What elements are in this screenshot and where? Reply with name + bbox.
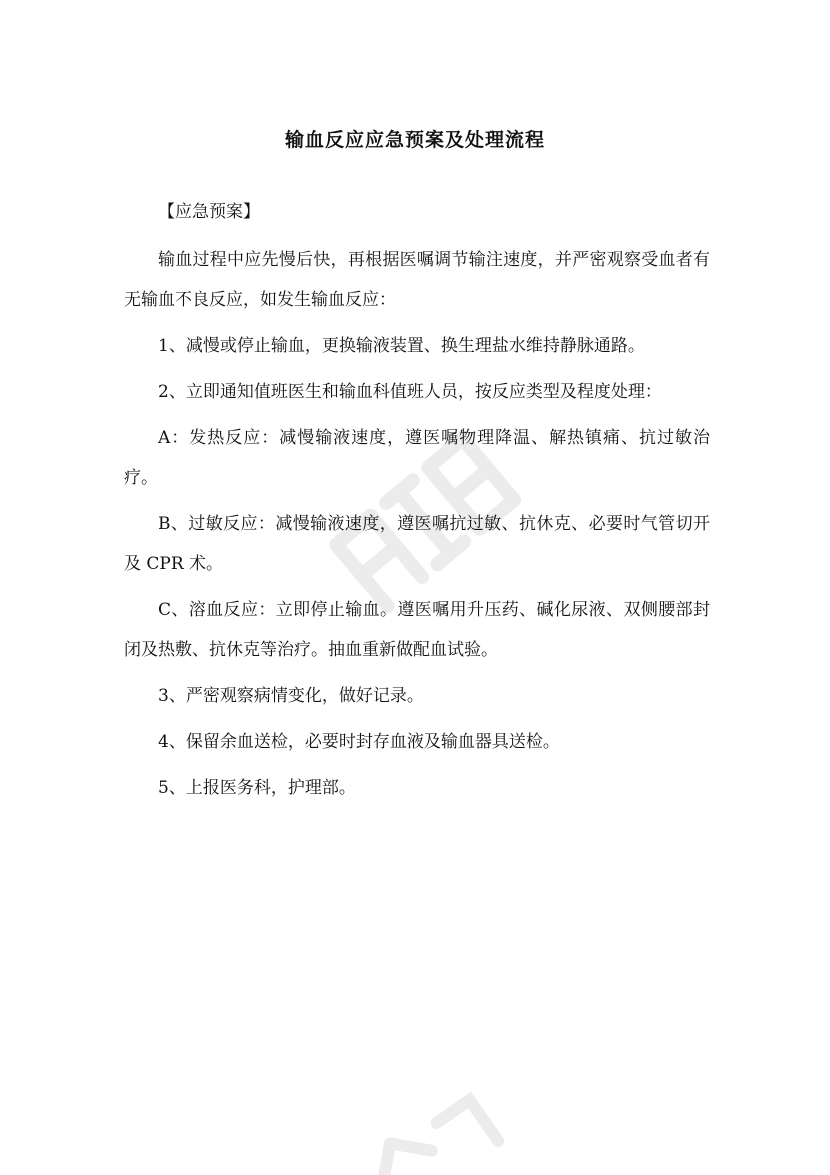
paragraph-step-4: 4、保留余血送检，必要时封存血液及输血器具送检。 <box>158 732 560 752</box>
paragraph-allergic-reaction: B、过敏反应：减慢输液速度，遵医嘱抗过敏、抗休克、必要时气管切开及 CPR 术。 <box>124 514 710 574</box>
paragraph-intro: 输血过程中应先慢后快，再根据医嘱调节输注速度，并严密观察受血者有无输血不良反应，如发生输血反应： <box>124 250 710 310</box>
paragraph-step-3: 3、严密观察病情变化，做好记录。 <box>158 686 424 706</box>
paragraph-fever-reaction: A：发热反应：减慢输液速度，遵医嘱物理降温、解热镇痛、抗过敏治疗。 <box>124 428 710 488</box>
watermark-logo-bottom <box>340 1085 540 1175</box>
paragraph-step-1: 1、减慢或停止输血，更换输液装置、换生理盐水维持静脉通路。 <box>158 336 645 356</box>
document-body <box>124 192 710 814</box>
paragraph-step-5: 5、上报医务科，护理部。 <box>158 778 356 798</box>
section-label: 【应急预案】 <box>158 202 260 222</box>
page-title: 输血反应应急预案及处理流程 <box>284 129 545 151</box>
paragraph-step-2: 2、立即通知值班医生和输血科值班人员，按反应类型及程度处理： <box>158 382 662 402</box>
paragraph-hemolytic-reaction: C、溶血反应：立即停止输血。遵医嘱用升压药、碱化尿液、双侧腰部封闭及热敷、抗休克等治疗。抽血重新做配血试验。 <box>124 600 710 660</box>
